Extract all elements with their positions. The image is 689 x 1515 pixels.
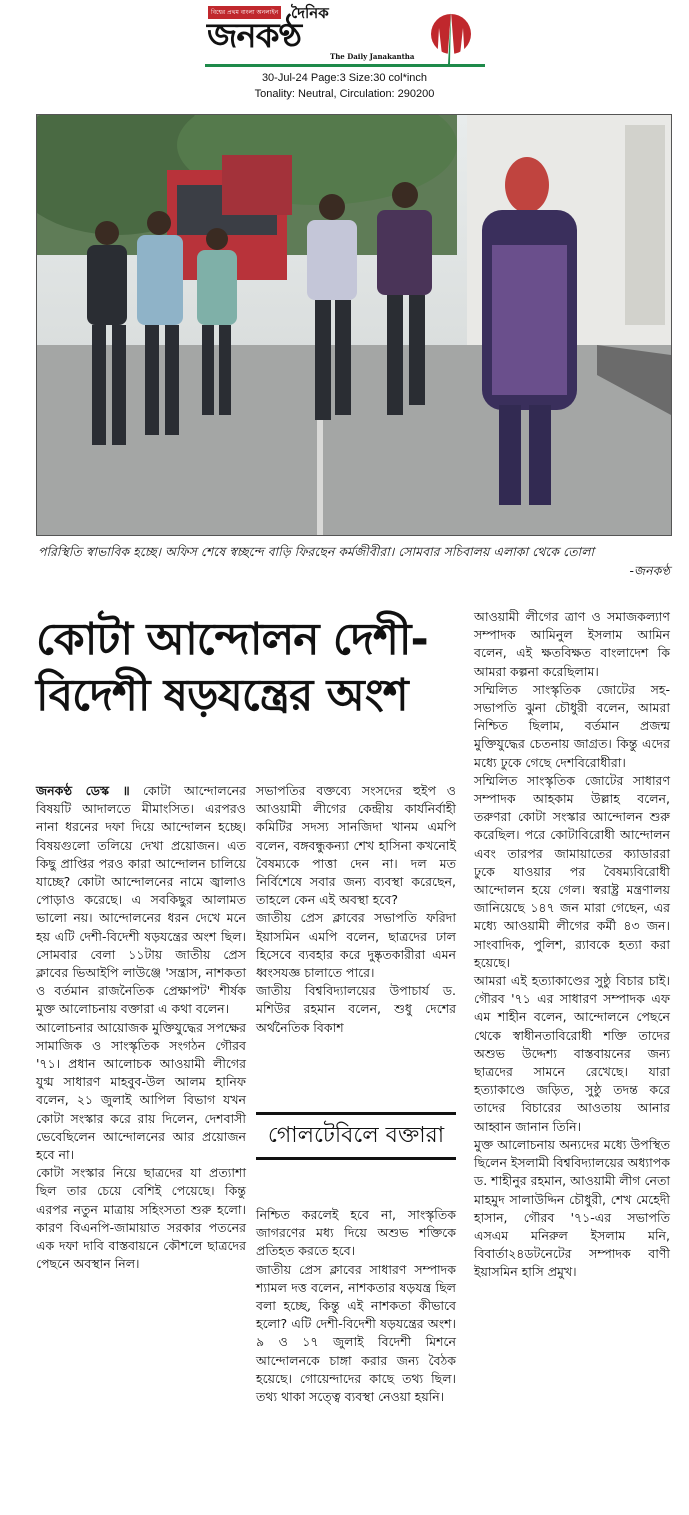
photo-caption [38, 542, 670, 580]
article-column-middle [256, 782, 456, 1037]
article-paragraph [36, 782, 246, 1019]
photo-credit: -জনকণ্ঠ [629, 563, 670, 578]
article-paragraph: আমরা এই হত্যাকাণ্ডের সুষ্ঠু বিচার চাই। গৌরব '৭১ এর সাধারণ সম্পাদক এফ এম শাহীন বলেন, আন্দোলনে পেছনে থেকে স্বাধীনতাবিরোধী শক্তি তাদের অশুভ উদ্দেশ্য বাস্তবায়নের জন্য ছাত্রদের সামনে রেখেছে। যারা হত্যাকাণ্ডে জড়িত, সুষ্ঠু তদন্ত করে তাদের বিচারের আওতায় আনার আহ্বান জানান তিনি। [474, 973, 670, 1134]
article-paragraph: মুক্ত আলোচনায় অন্যদের মধ্যে উপস্থিত ছিলেন ইসলামী বিশ্ববিদ্যালয়ের অধ্যাপক ড. শাহীনুর রহমান, আওয়ামী লীগ নেতা মাহমুদ সালাউদ্দিন চৌধুরী, শেখ মেহেদী হাসান, গৌরব '৭১-এর সভাপতি এসএম মনিরুল ইসলাম মনি, বিবার্তা২৪ডটনেটের সম্পাদক বাণী ইয়াসমিন হাসি প্রমুখ। [474, 1136, 670, 1280]
masthead-small-word: দৈনিক [291, 4, 329, 22]
article-paragraph: সম্মিলিত সাংস্কৃতিক জোটের সহ-সভাপতি ঝুনা চৌধুরী বলেন, আমরা নিশ্চিত ছিলাম, বর্তমান প্রজন্ম মুক্তিযুদ্ধের চেতনায় জাগ্রত। কিন্তু এদের মধ্যে ঢুকে গেছে দেশবিরোধীরা। [474, 681, 670, 770]
article-paragraph: সভাপতির বক্তব্যে সংসদের হুইপ ও আওয়ামী লীগের কেন্দ্রীয় কার্যনির্বাহী কমিটির সদস্য সানজিদা খানম এমপি বলেন, বঙ্গবন্ধুকন্যা শেখ হাসিনা কখনোই বৈষম্যকে পাত্তা দেন না। দল মত নির্বিশেষে সবার জন্য ব্যবস্থা করেছেন, তাহলে কেন এই অবস্থা হবে? [256, 783, 456, 908]
article-paragraph: জাতীয় প্রেস ক্লাবের সাধারণ সম্পাদক শ্যামল দত্ত বলেন, নাশকতার ষড়যন্ত্র ছিল বলা হচ্ছে, কিন্তু এই নাশকতা কীভাবে হলো? এটি দেশী-বিদেশী ষড়যন্ত্রের অংশ। ৯ ও ১৭ জুলাই বিদেশী মিশনে আন্দোলনকে চাঙ্গা করার জন্য বৈঠক হয়েছে। গোয়েন্দাদের কাছে তথ্য ছিল। তথ্য থাকা সত্ত্বে ব্যবস্থা নেওয়া হয়নি। [256, 1261, 456, 1405]
article-paragraph: আলোচনার আয়োজক মুক্তিযুদ্ধের সপক্ষের সামাজিক ও সাংস্কৃতিক সংগঠন গৌরব '৭১। প্রধান আলোচক আওয়ামী লীগের যুগ্ম সাধারণ মাহবুব-উল আলম হানিফ বলেন, ২১ জুলাই আপিল বিভাগ যখন কোটা সংস্কার করে রায় দিলেন, দেশবাসী ভেবেছিলেন আন্দোলনের আর প্রয়োজন হবে না। [36, 1019, 246, 1163]
article-paragraph: আওয়ামী লীগের ত্রাণ ও সমাজকল্যাণ সম্পাদক আমিনুল ইসলাম আমিন বলেন, এই ক্ষতবিক্ষত বাংলাদেশ কি আমরা কল্পনা করেছিলাম। [474, 609, 670, 679]
sun-monument-logo-icon [417, 8, 483, 66]
clip-meta-line2: Tonality: Neutral, Circulation: 290200 [254, 88, 435, 100]
article-headline: কোটা আন্দোলন দেশী-বিদেশী ষড়যন্ত্রের অংশ [36, 614, 428, 721]
masthead-english-name: The Daily Janakantha [330, 52, 415, 61]
article-column-right [474, 608, 670, 1282]
article-paragraph: জাতীয় বিশ্ববিদ্যালয়ের উপাচার্য ড. মশিউর রহমান বলেন, শুধু দেশের অর্থনৈতিক বিকাশ [256, 983, 456, 1035]
masthead-name: জনকণ্ঠ [207, 16, 302, 56]
article-column-left [36, 782, 246, 1273]
masthead-rule [205, 64, 485, 67]
subheading-box [256, 1112, 456, 1160]
article-subheading: গোলটেবিলে বক্তারা [267, 1123, 445, 1148]
subheading-rule-bottom [256, 1157, 456, 1160]
masthead [205, 2, 485, 68]
article-column-middle-lower [256, 1206, 456, 1406]
article-paragraph: নিশ্চিত করলেই হবে না, সাংস্কৃতিক জাগরণের মধ্য দিয়ে অশুভ শক্তিকে প্রতিহত করতে হবে। [256, 1207, 456, 1259]
clip-meta-line1: 30-Jul-24 Page:3 Size:30 col*inch [261, 72, 428, 84]
article-byline: জনকণ্ঠ ডেস্ক ॥ [36, 783, 130, 798]
article-paragraph: কোটা সংস্কার নিয়ে ছাত্রদের যা প্রত্যাশা ছিল তার চেয়ে বেশিই পেয়েছে। কিন্তু এরপর নতুন মাত্রায় সহিংসতা শুরু হলো। কারণ বিএনপি-জামায়াত সরকার পতনের এক দফা দাবি বাস্তবায়নে কৌশলে ছাত্রদের পেছনে অবস্থান নিল। [36, 1165, 246, 1272]
masthead-tagline: বিশ্বের প্রথম বাংলা অনলাইন [208, 6, 281, 19]
article-paragraph-text: কোটা আন্দোলনের বিষয়টি আদালতে মীমাংসিত। এরপরও নানা ধরনের দফা দিয়ে আন্দোলন হচ্ছে। বিষয়গুলো তলিয়ে দেখা প্রয়োজন। এত কিছু প্রাপ্তির পরও কারা আন্দোলন চালিয়ে যাচ্ছে? কোটা আন্দোলনের নামে জ্বালাও পোড়াও করেছে। এ সবকিছুর আলামত ভালো নয়। আন্দোলনের ধরন দেখে মনে হয় এটি দেশী-বিদেশী ষড়যন্ত্রের অংশ ছিল। সোমবার বেলা ১১টায় জাতীয় প্রেস ক্লাবের ভিআইপি লাউঞ্জে 'সন্ত্রাস, নাশকতা ও বর্তমান রাজনৈতিক প্রেক্ষাপট' শীর্ষক মুক্ত আলোচনায় বক্তারা এ কথা বলেন। [36, 783, 246, 1017]
article-paragraph: জাতীয় প্রেস ক্লাবের সভাপতি ফরিদা ইয়াসমিন এমপি বলেন, ছাত্রদের ঢাল হিসেবে ব্যবহার করে দুষ্কৃতকারীরা এমন ধ্বংসযজ্ঞ চালাতে পারে। [256, 910, 456, 981]
article-paragraph: সম্মিলিত সাংস্কৃতিক জোটের সাধারণ সম্পাদক আহকাম উল্লাহ বলেন, তরুণরা কোটা সংস্কার আন্দোলন শুরু করেছিল। পরে কোটাবিরোধী আন্দোলন এবং তারপর জামায়াতের ক্যাডাররা ঢুকে যাওয়ার পর বৈষম্যবিরোধী আন্দোলন হয়ে গেল। স্বরাষ্ট্র মন্ত্রণালয় জানিয়েছে ১৪৭ জন মারা গেছেন, এর মধ্যে আওয়ামী লীগের কর্মী ৪৩ জন। সাংবাদিক, পুলিশ, র‍্যাবকে হত্যা করা হয়েছে। [474, 772, 670, 970]
news-photo [36, 114, 672, 536]
photo-caption-text: পরিস্থিতি স্বাভাবিক হচ্ছে। অফিস শেষে স্বচ্ছন্দে বাড়ি ফিরছেন কর্মজীবীরা। সোমবার সচিবালয় এলাকা থেকে তোলা [38, 544, 595, 559]
